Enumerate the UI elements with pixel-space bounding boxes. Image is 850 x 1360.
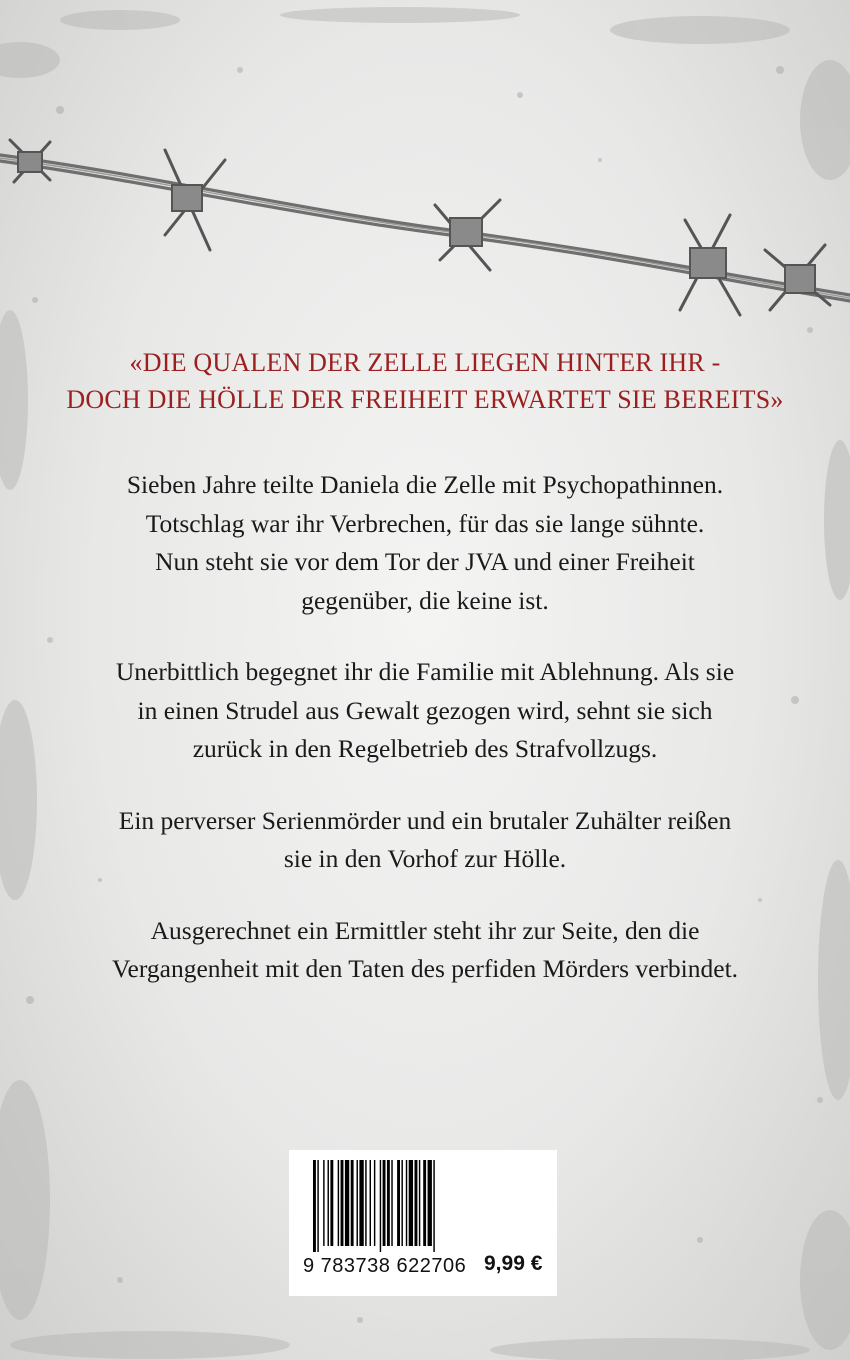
barcode-bar xyxy=(370,1160,371,1246)
blurb-line: Vergangenheit mit den Taten des perfiden Mörders verbindet. xyxy=(111,954,739,983)
blurb-line: Ein perverser Serienmörder und ein brutaler Zuhälter reißen xyxy=(118,805,732,835)
barcode-bar xyxy=(323,1160,324,1246)
barcode-bar xyxy=(406,1160,407,1246)
blurb-paragraph-3 xyxy=(40,802,810,879)
blurb-paragraph-4 xyxy=(40,912,810,989)
barcode-bar xyxy=(387,1160,390,1246)
barcode-bar xyxy=(317,1160,318,1252)
blurb-line: in einen Strudel aus Gewalt gezogen wird, sehnt sie sich xyxy=(137,695,713,725)
barcode-bar xyxy=(397,1160,400,1246)
barcode-box xyxy=(289,1150,557,1296)
barcode-bar xyxy=(415,1160,418,1246)
barcode-bar xyxy=(365,1160,366,1246)
barcode-bar xyxy=(409,1160,413,1246)
barcode-bar xyxy=(330,1160,333,1246)
blurb-paragraph-1 xyxy=(40,466,810,620)
blurb-paragraph-2 xyxy=(40,653,810,769)
barcode-bar xyxy=(428,1160,432,1246)
barcode-bar xyxy=(380,1160,381,1252)
isbn-number: 9 783738 622706 xyxy=(303,1255,467,1277)
barcode-bar xyxy=(391,1160,392,1246)
blurb-line: Ausgerechnet ein Ermittler steht ihr zur Seite, den die xyxy=(150,915,700,945)
blurb-line: Unerbittlich begegnet ihr die Familie mit Ablehnung. Als sie xyxy=(115,657,735,686)
barcode-bar xyxy=(374,1160,375,1246)
barcode-bar xyxy=(345,1160,349,1246)
barcode-bar xyxy=(328,1160,329,1246)
blurb-line: gegenüber, die keine ist. xyxy=(301,585,549,615)
tagline-line-2: DOCH DIE HÖLLE DER FREIHEIT ERWARTET SIE BEREITS» xyxy=(66,385,784,414)
barcode-bar xyxy=(313,1160,316,1252)
barbed-wire-illustration xyxy=(0,130,850,320)
blurb-line: zurück in den Regelbetrieb des Strafvollzugs. xyxy=(192,734,658,763)
tagline-line-1: «DIE QUALEN DER ZELLE LIEGEN HINTER IHR - xyxy=(129,348,721,377)
barcode-bars xyxy=(313,1160,473,1252)
barcode-bar xyxy=(341,1160,344,1246)
barcode-bar xyxy=(419,1160,420,1246)
price-label: 9,99 € xyxy=(484,1252,543,1275)
blurb-text xyxy=(40,466,810,1022)
barcode-bar xyxy=(383,1160,386,1246)
barcode-bar xyxy=(351,1160,354,1246)
barcode-bar xyxy=(359,1160,363,1246)
barcode-bar xyxy=(423,1160,426,1246)
blurb-line: Totschlag war ihr Verbrechen, für das sie lange sühnte. xyxy=(145,508,705,538)
barcode-bar xyxy=(338,1160,339,1246)
barcode-bar xyxy=(433,1160,434,1252)
tagline xyxy=(0,344,850,418)
blurb-line: Nun steht sie vor dem Tor der JVA und einer Freiheit xyxy=(155,547,695,576)
barcode-bar xyxy=(357,1160,358,1246)
blurb-line: Sieben Jahre teilte Daniela die Zelle mit Psychopathinnen. xyxy=(126,470,724,499)
barcode-bar xyxy=(401,1160,402,1246)
blurb-line: sie in den Vorhof zur Hölle. xyxy=(283,844,567,873)
